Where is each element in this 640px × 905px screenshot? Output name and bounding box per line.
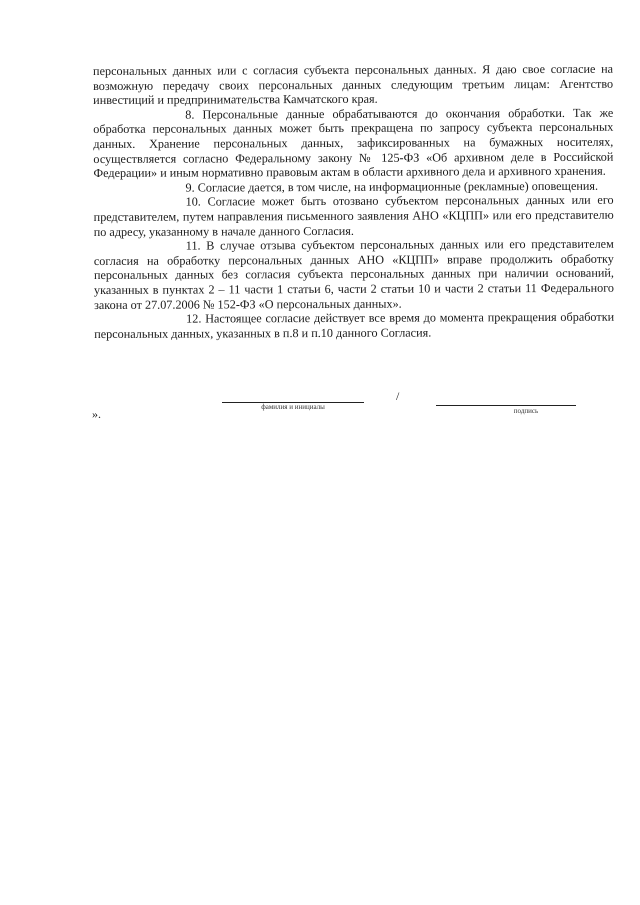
paragraph-number: 11. <box>185 238 201 253</box>
signature-line <box>436 405 576 406</box>
paragraph-text: персональных данных или с согласия субъекта персональных данных. Я даю свое согласие на возможную передачу своих персональных данных следующим третьим лицам: Агентство инвестиций и предпринимательства Камчатского края. <box>93 61 614 108</box>
name-caption: фамилия и инициалы <box>261 403 325 411</box>
paragraph-number: 12. <box>186 311 202 326</box>
signature-caption: подпись <box>513 407 539 415</box>
paragraph-text: Согласие дается, в том числе, на информационные (рекламные) оповещения. <box>197 178 599 195</box>
paragraph-number: 9. <box>185 180 195 195</box>
paragraph-number: 10. <box>185 194 201 209</box>
paragraph-text: Согласие может быть отозвано субъектом персональных данных или его представителем, путем направления письменного заявления АНО «КЦПП» или его представителю по адресу, указанному в начале данного Согласия. <box>93 193 614 239</box>
closing-mark: ». <box>92 407 101 421</box>
paragraph-text: В случае отзыва субъектом персональных данных или его представителем согласия на обработку персональных данных АНО «КЦПП» вправе продолжить обработку персональных данных без согласия субъекта персональных данных при наличии оснований, указанных в пунктах 2 – 11 части 1 статьи 6, части 2 статьи 10 и части 2 статьи 11 Федерального закона от 27.07.2006 № 152-ФЗ «О персональных данных». <box>93 236 615 312</box>
signature-separator: / <box>396 389 400 403</box>
paragraph-text: Персональные данные обрабатываются до окончания обработки. Так же обработка персональных данных может быть прекращена по запросу субъекта персональных данных. Хранение персональных данных, зафиксированных на бумажных носителях, осуществляется согласно Федеральному закону № 125-ФЗ «Об архивном деле в Российской Федерации» и иным нормативно правовым актам в области архивного дела и архивного хранения. <box>93 105 614 181</box>
paragraph-text: Настоящее согласие действует все время до момента прекращения обработки персональных данных, указанных в п.8 и п.10 данного Согласия. <box>94 309 615 341</box>
paragraph-number: 8. <box>185 107 195 122</box>
